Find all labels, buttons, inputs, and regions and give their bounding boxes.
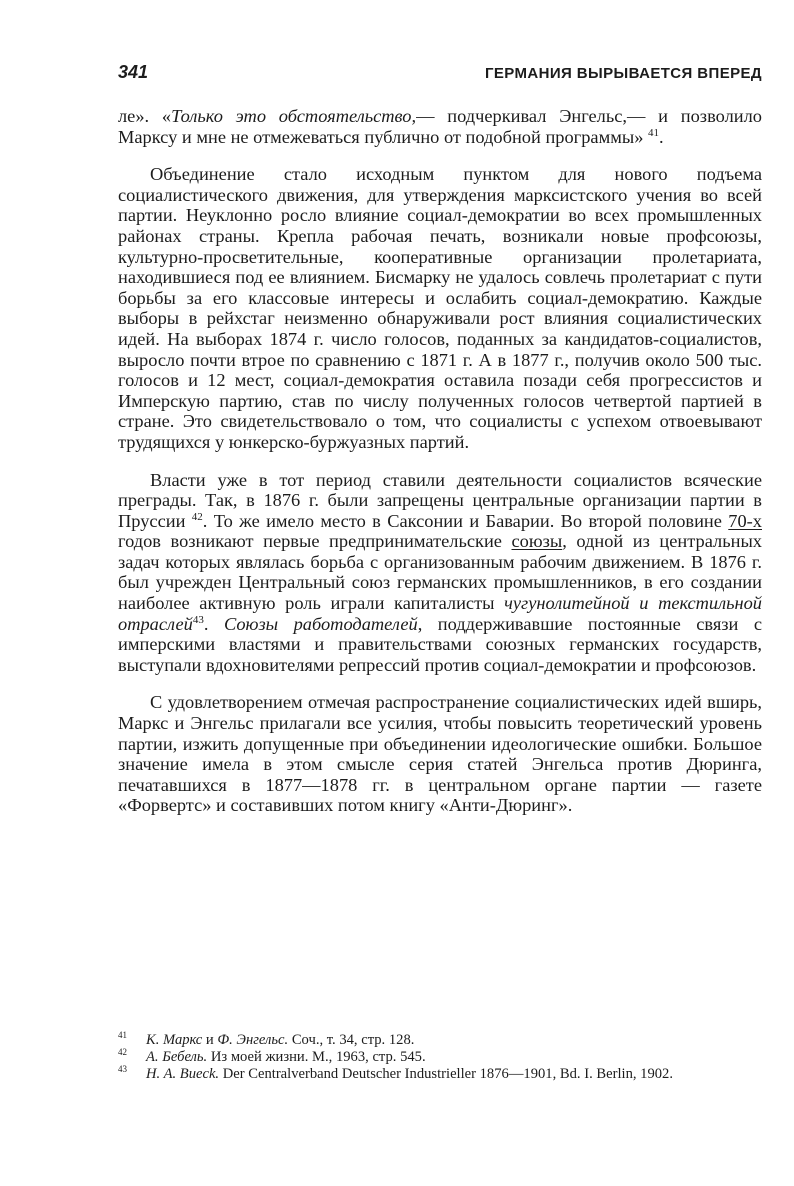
- footnote-number: 43: [118, 1064, 127, 1075]
- text-run: . То же имело место в Саксонии и Баварии. Во второй половине: [202, 510, 729, 531]
- underlined-text: союзы: [511, 531, 563, 552]
- footnote-number: 42: [118, 1047, 127, 1058]
- text-run: ле». «: [118, 106, 172, 126]
- text-run: Власти уже в тот период ставили деятельности социалистов всяческие преграды. Так, в 1876 г. были запрещены центральные организации партии в Пруссии: [118, 469, 762, 531]
- footnote-ref-42: 42: [191, 510, 203, 523]
- italic-text: чугунолитейной и текстильной отраслей: [118, 593, 762, 634]
- text-run: — подчеркивал Энгельс,— и позволило Марксу и мне не отмежеваться публично от подобной программы»: [118, 106, 762, 147]
- footnote: [118, 1032, 762, 1049]
- paragraph-unification: Объединение стало исходным пунктом для нового подъема социалистического движения, для утверждения марксистского учения во всей партии. Неуклонно росло влияние социал-демократии во всех промышленных районах страны. Крепла рабочая печать, возникали новые профсоюзы, культурно-просветительные, кооперативные организации пролетариата, находившиеся под ее влиянием. Бисмарку не удалось совлечь пролетариат с пути борьбы за его классовые интересы и ослабить социал-демократию. Каждые выборы в рейхстаг неизменно обнаруживали рост влияния социалистических идей. На выборах 1874 г. число голосов, поданных за кандидатов-социалистов, выросло почти втрое по сравнению с 1871 г. А в 1877 г., получив около 500 тыс. голосов и 12 мест, социал-демократия оставила позади себя прогрессистов и Имперскую партию, став по числу полученных голосов четвертой партией в стране. Это свидетельствовало о том, что социалисты с успехом отвоевывают трудящихся у юнкерско-буржуазных партий.: [118, 164, 762, 452]
- page-header: [118, 62, 762, 83]
- footnote-text: H. A. Bueck. Der Centralverband Deutscher Industrieller 1876—1901, Bd. I. Berlin, 1902.: [146, 1066, 673, 1082]
- underlined-text: 70-х: [728, 510, 762, 531]
- text-run: .: [659, 126, 664, 147]
- footnote-text: А. Бебель. Из моей жизни. М., 1963, стр. 545.: [146, 1049, 426, 1065]
- footnote-text: К. Маркс и Ф. Энгельс. Соч., т. 34, стр. 128.: [146, 1032, 415, 1048]
- paragraph-anti-duhring: С удовлетворением отмечая распространение социалистических идей вширь, Маркс и Энгельс прилагали все усилия, чтобы повысить теоретический уровень партии, изжить допущенные при объединении идеологические ошибки. Большое значение имела в этом смысле серия статей Энгельса против Дюринга, печатавшихся в 1877—1878 гг. в центральном органе партии — газете «Форвертс» и составивших потом книгу «Анти-Дюринг».: [118, 692, 762, 816]
- footnote-ref-41: 41: [648, 126, 660, 139]
- italic-quote: Только это обстоятельство,: [171, 106, 417, 126]
- italic-text: Союзы работодателей: [223, 613, 418, 634]
- body-text: [118, 106, 762, 816]
- footnote-ref-43: 43: [192, 613, 204, 626]
- text-run: .: [203, 613, 224, 634]
- footnotes: [118, 1032, 762, 1083]
- footnote-number: 41: [118, 1030, 127, 1041]
- text-run: , одной из центральных задач которых являлась борьба с организованным рабочим движением. В 1876 г. был учрежден Центральный союз германских промышленников, в его создании наиболее активную роль играли капиталисты: [118, 531, 762, 614]
- page-number: 341: [118, 62, 149, 82]
- paragraph-continuation: [118, 106, 762, 147]
- footnote: [118, 1066, 762, 1083]
- text-run: годов возникают первые предпринимательские: [118, 531, 512, 552]
- text-run: , поддерживавшие постоянные связи с имперскими властями и правительствами союзных германских государств, выступали вдохновителями репрессий против социал-демократии и профсоюзов.: [118, 613, 763, 675]
- footnote: [118, 1049, 762, 1066]
- paragraph-authorities: [118, 470, 762, 676]
- running-title: ГЕРМАНИЯ ВЫРЫВАЕТСЯ ВПЕРЕД: [485, 65, 762, 82]
